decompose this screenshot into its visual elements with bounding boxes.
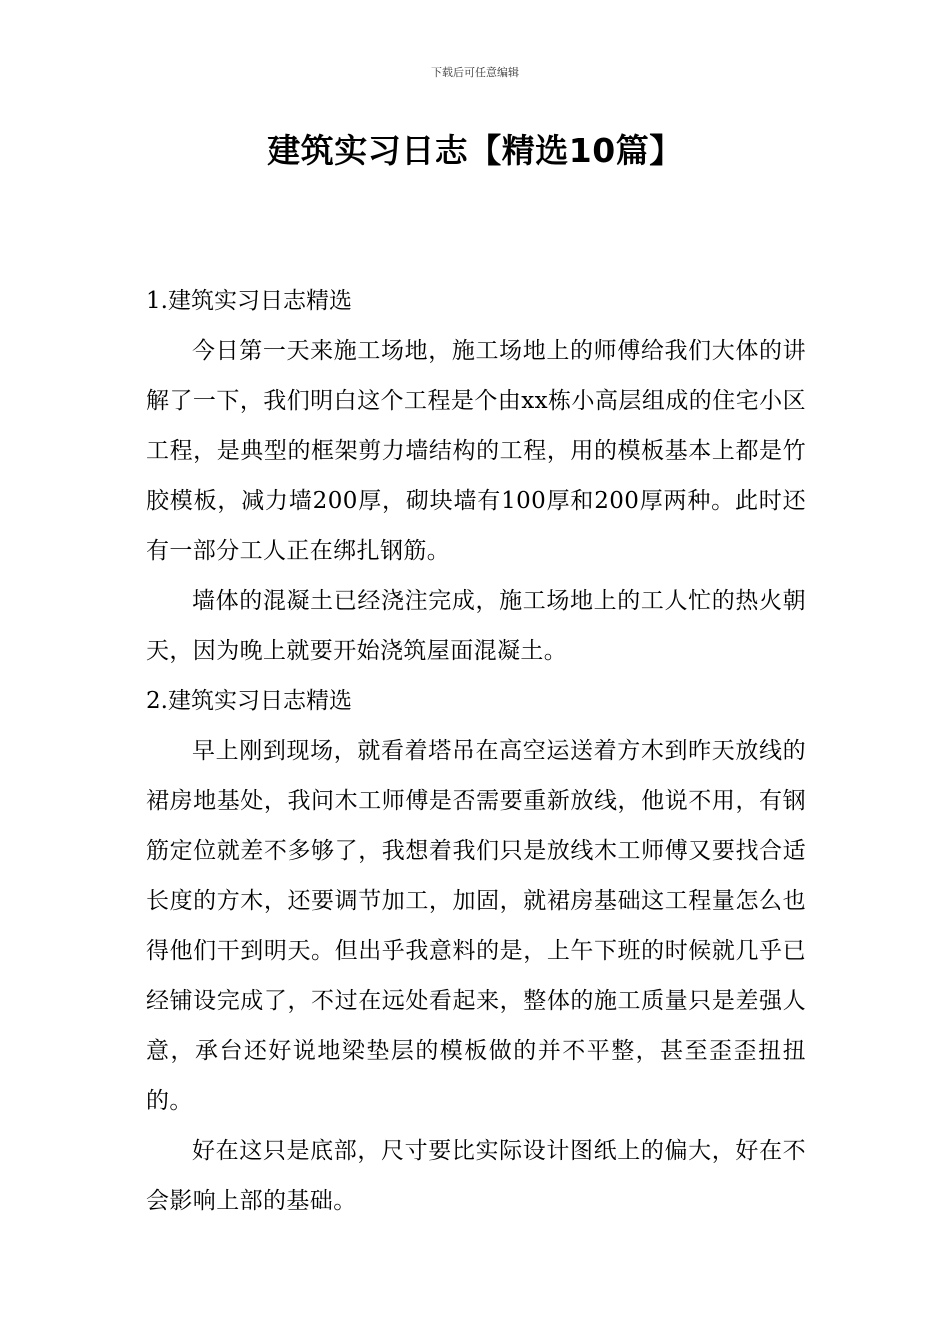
section-heading: 1.建筑实习日志精选 <box>146 288 352 314</box>
document-body <box>146 276 806 1226</box>
header-note: 下载后可任意编辑 <box>431 66 519 79</box>
section-heading: 2.建筑实习日志精选 <box>146 688 352 714</box>
paragraph: 今日第一天来施工场地，施工场地上的师傅给我们大体的讲解了一下，我们明白这个工程是个由xx栋小高层组成的住宅小区工程，是典型的框架剪力墙结构的工程，用的模板基本上都是竹胶模板，减力墙200厚，砌块墙有100厚和200厚两种。此时还有一部分工人正在绑扎钢筋。 <box>146 338 806 564</box>
paragraph: 好在这只是底部，尺寸要比实际设计图纸上的偏大，好在不会影响上部的基础。 <box>146 1138 806 1214</box>
document-title: 建筑实习日志【精选10篇】 <box>267 131 683 170</box>
paragraph: 早上刚到现场，就看着塔吊在高空运送着方木到昨天放线的裙房地基处，我问木工师傅是否需要重新放线，他说不用，有钢筋定位就差不多够了，我想着我们只是放线木工师傅又要找合适长度的方木，还要调节加工，加固，就裙房基础这工程量怎么也得他们干到明天。但出乎我意料的是，上午下班的时候就几乎已经铺设完成了，不过在远处看起来，整体的施工质量只是差强人意，承台还好说地梁垫层的模板做的并不平整，甚至歪歪扭扭的。 <box>146 738 806 1114</box>
section-1 <box>146 276 806 676</box>
section-2 <box>146 676 806 1226</box>
paragraph: 墙体的混凝土已经浇注完成，施工场地上的工人忙的热火朝天，因为晚上就要开始浇筑屋面混凝土。 <box>146 588 806 664</box>
